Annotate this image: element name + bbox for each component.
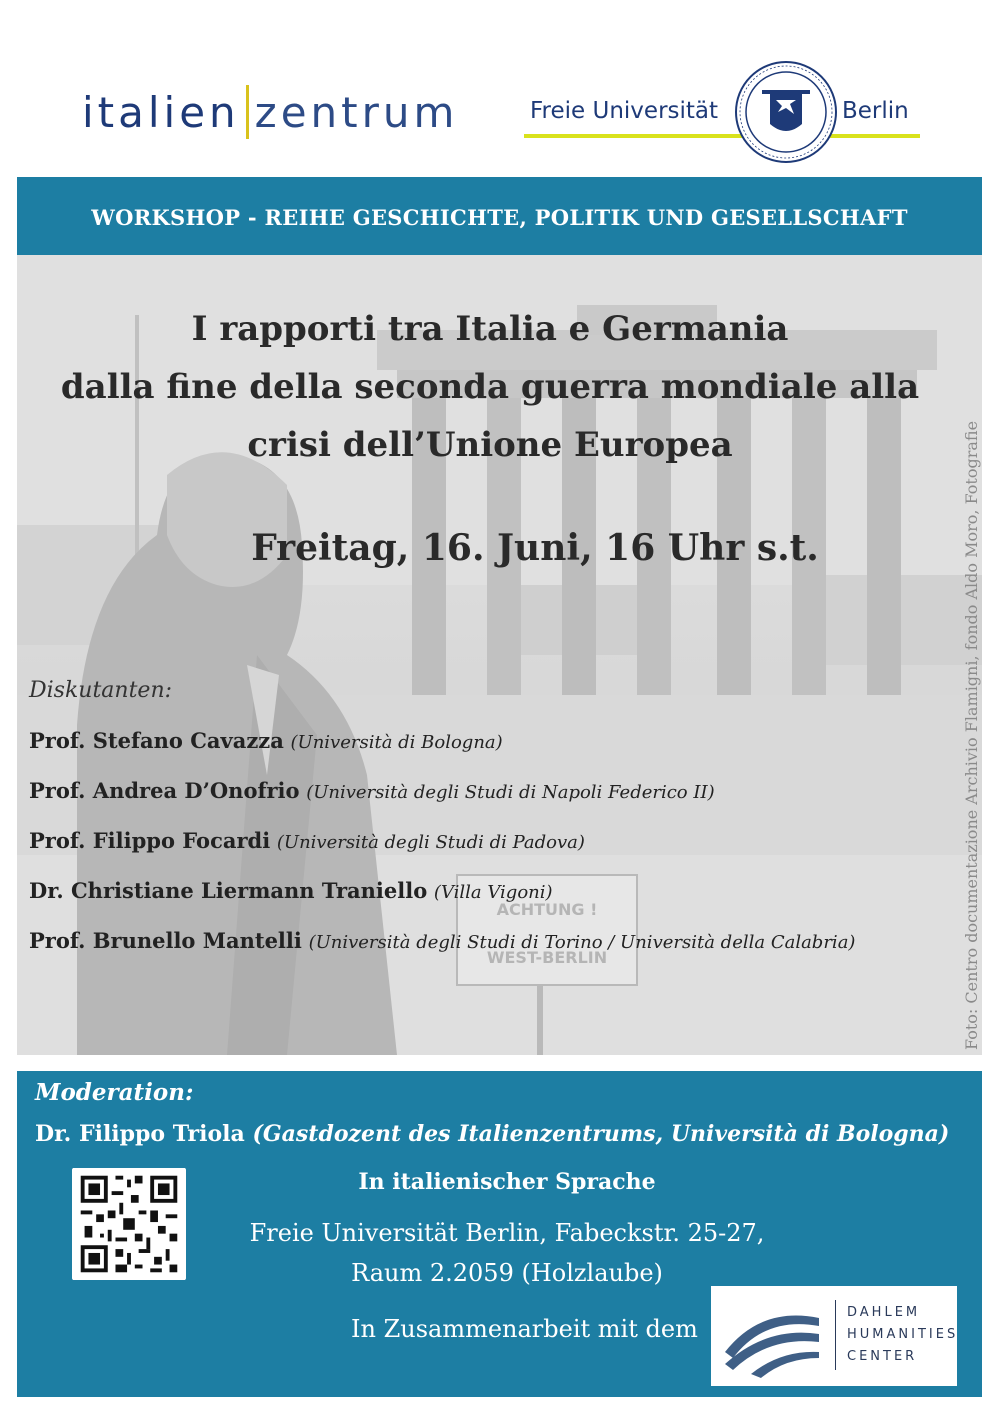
title-line-2: dalla fine della seconda guerra mondiale alla <box>60 367 920 407</box>
logo-divider <box>246 85 249 139</box>
photo-sign-line2: WEST-BERLIN <box>486 948 608 967</box>
speaker-affiliation: (Villa Vigoni) <box>433 882 553 903</box>
title-line-3: crisi dell’Unione Europea <box>247 425 733 465</box>
speaker-name: Prof. Brunello Mantelli <box>29 928 302 953</box>
moderation-line <box>35 1121 949 1147</box>
speaker-item <box>29 728 969 778</box>
moderator-affiliation: (Gastdozent des Italienzentrums, Università di Bologna) <box>252 1121 950 1147</box>
speaker-item <box>29 878 969 928</box>
title-line-1: I rapporti tra Italia e Germania <box>191 309 789 349</box>
speaker-affiliation: (Università di Bologna) <box>290 732 503 753</box>
moderation-heading: Moderation: <box>35 1079 194 1106</box>
dhc-line-2: HUMANITIES <box>847 1327 959 1342</box>
dhc-wordmark <box>847 1302 958 1368</box>
fu-seal-icon <box>734 60 838 164</box>
fu-logo-underline <box>524 134 920 138</box>
venue-address <box>217 1213 797 1293</box>
address-line-1: Freie Universität Berlin, Fabeckstr. 25-27, <box>249 1219 765 1247</box>
qr-code-icon[interactable] <box>72 1168 186 1280</box>
cooperation-note: In Zusammenarbeit mit dem <box>351 1315 698 1343</box>
fu-logo-text-right: Berlin <box>842 98 909 124</box>
dhc-line-1: DAHLEM <box>847 1305 921 1320</box>
speaker-name: Prof. Filippo Focardi <box>29 828 271 853</box>
speaker-affiliation: (Università degli Studi di Napoli Federico II) <box>306 782 715 803</box>
dhc-divider <box>835 1300 836 1370</box>
speaker-affiliation: (Università degli Studi di Padova) <box>276 832 585 853</box>
speaker-item <box>29 778 969 828</box>
event-title <box>40 300 940 474</box>
fu-berlin-logo <box>524 60 924 164</box>
qr-code-graphic <box>72 1168 186 1280</box>
workshop-banner: WORKSHOP - REIHE GESCHICHTE, POLITIK UND GESELLSCHAFT <box>17 177 982 255</box>
dhc-line-3: CENTER <box>847 1349 918 1364</box>
speaker-name: Prof. Stefano Cavazza <box>29 728 284 753</box>
event-date: Freitag, 16. Juni, 16 Uhr s.t. <box>251 527 819 569</box>
discussants-heading: Diskutanten: <box>29 678 173 703</box>
speaker-name: Prof. Andrea D’Onofrio <box>29 778 300 803</box>
speaker-name: Dr. Christiane Liermann Traniello <box>29 878 428 903</box>
speaker-affiliation: (Università degli Studi di Torino / Università della Calabria) <box>308 932 856 953</box>
address-line-2: Raum 2.2059 (Holzlaube) <box>351 1259 663 1287</box>
photo-credit: Foto: Centro documentazione Archivio Flamigni, fondo Aldo Moro, Fotografie <box>962 420 981 1050</box>
speaker-item <box>29 928 969 978</box>
logo-word-italien: italien <box>82 87 240 137</box>
dhc-emblem-icon <box>711 1286 831 1386</box>
logo-word-zentrum: zentrum <box>254 87 459 137</box>
footer-panel <box>17 1071 982 1397</box>
italienzentrum-logo <box>82 82 458 142</box>
speaker-item <box>29 828 969 878</box>
dahlem-humanities-center-logo <box>711 1286 957 1386</box>
fu-logo-text-left: Freie Universität <box>530 98 719 124</box>
language-note: In italienischer Sprache <box>358 1169 656 1195</box>
moderator-name: Dr. Filippo Triola <box>35 1121 245 1147</box>
photo-sign-line1: ACHTUNG ! <box>496 900 598 919</box>
speakers-list <box>29 728 969 978</box>
